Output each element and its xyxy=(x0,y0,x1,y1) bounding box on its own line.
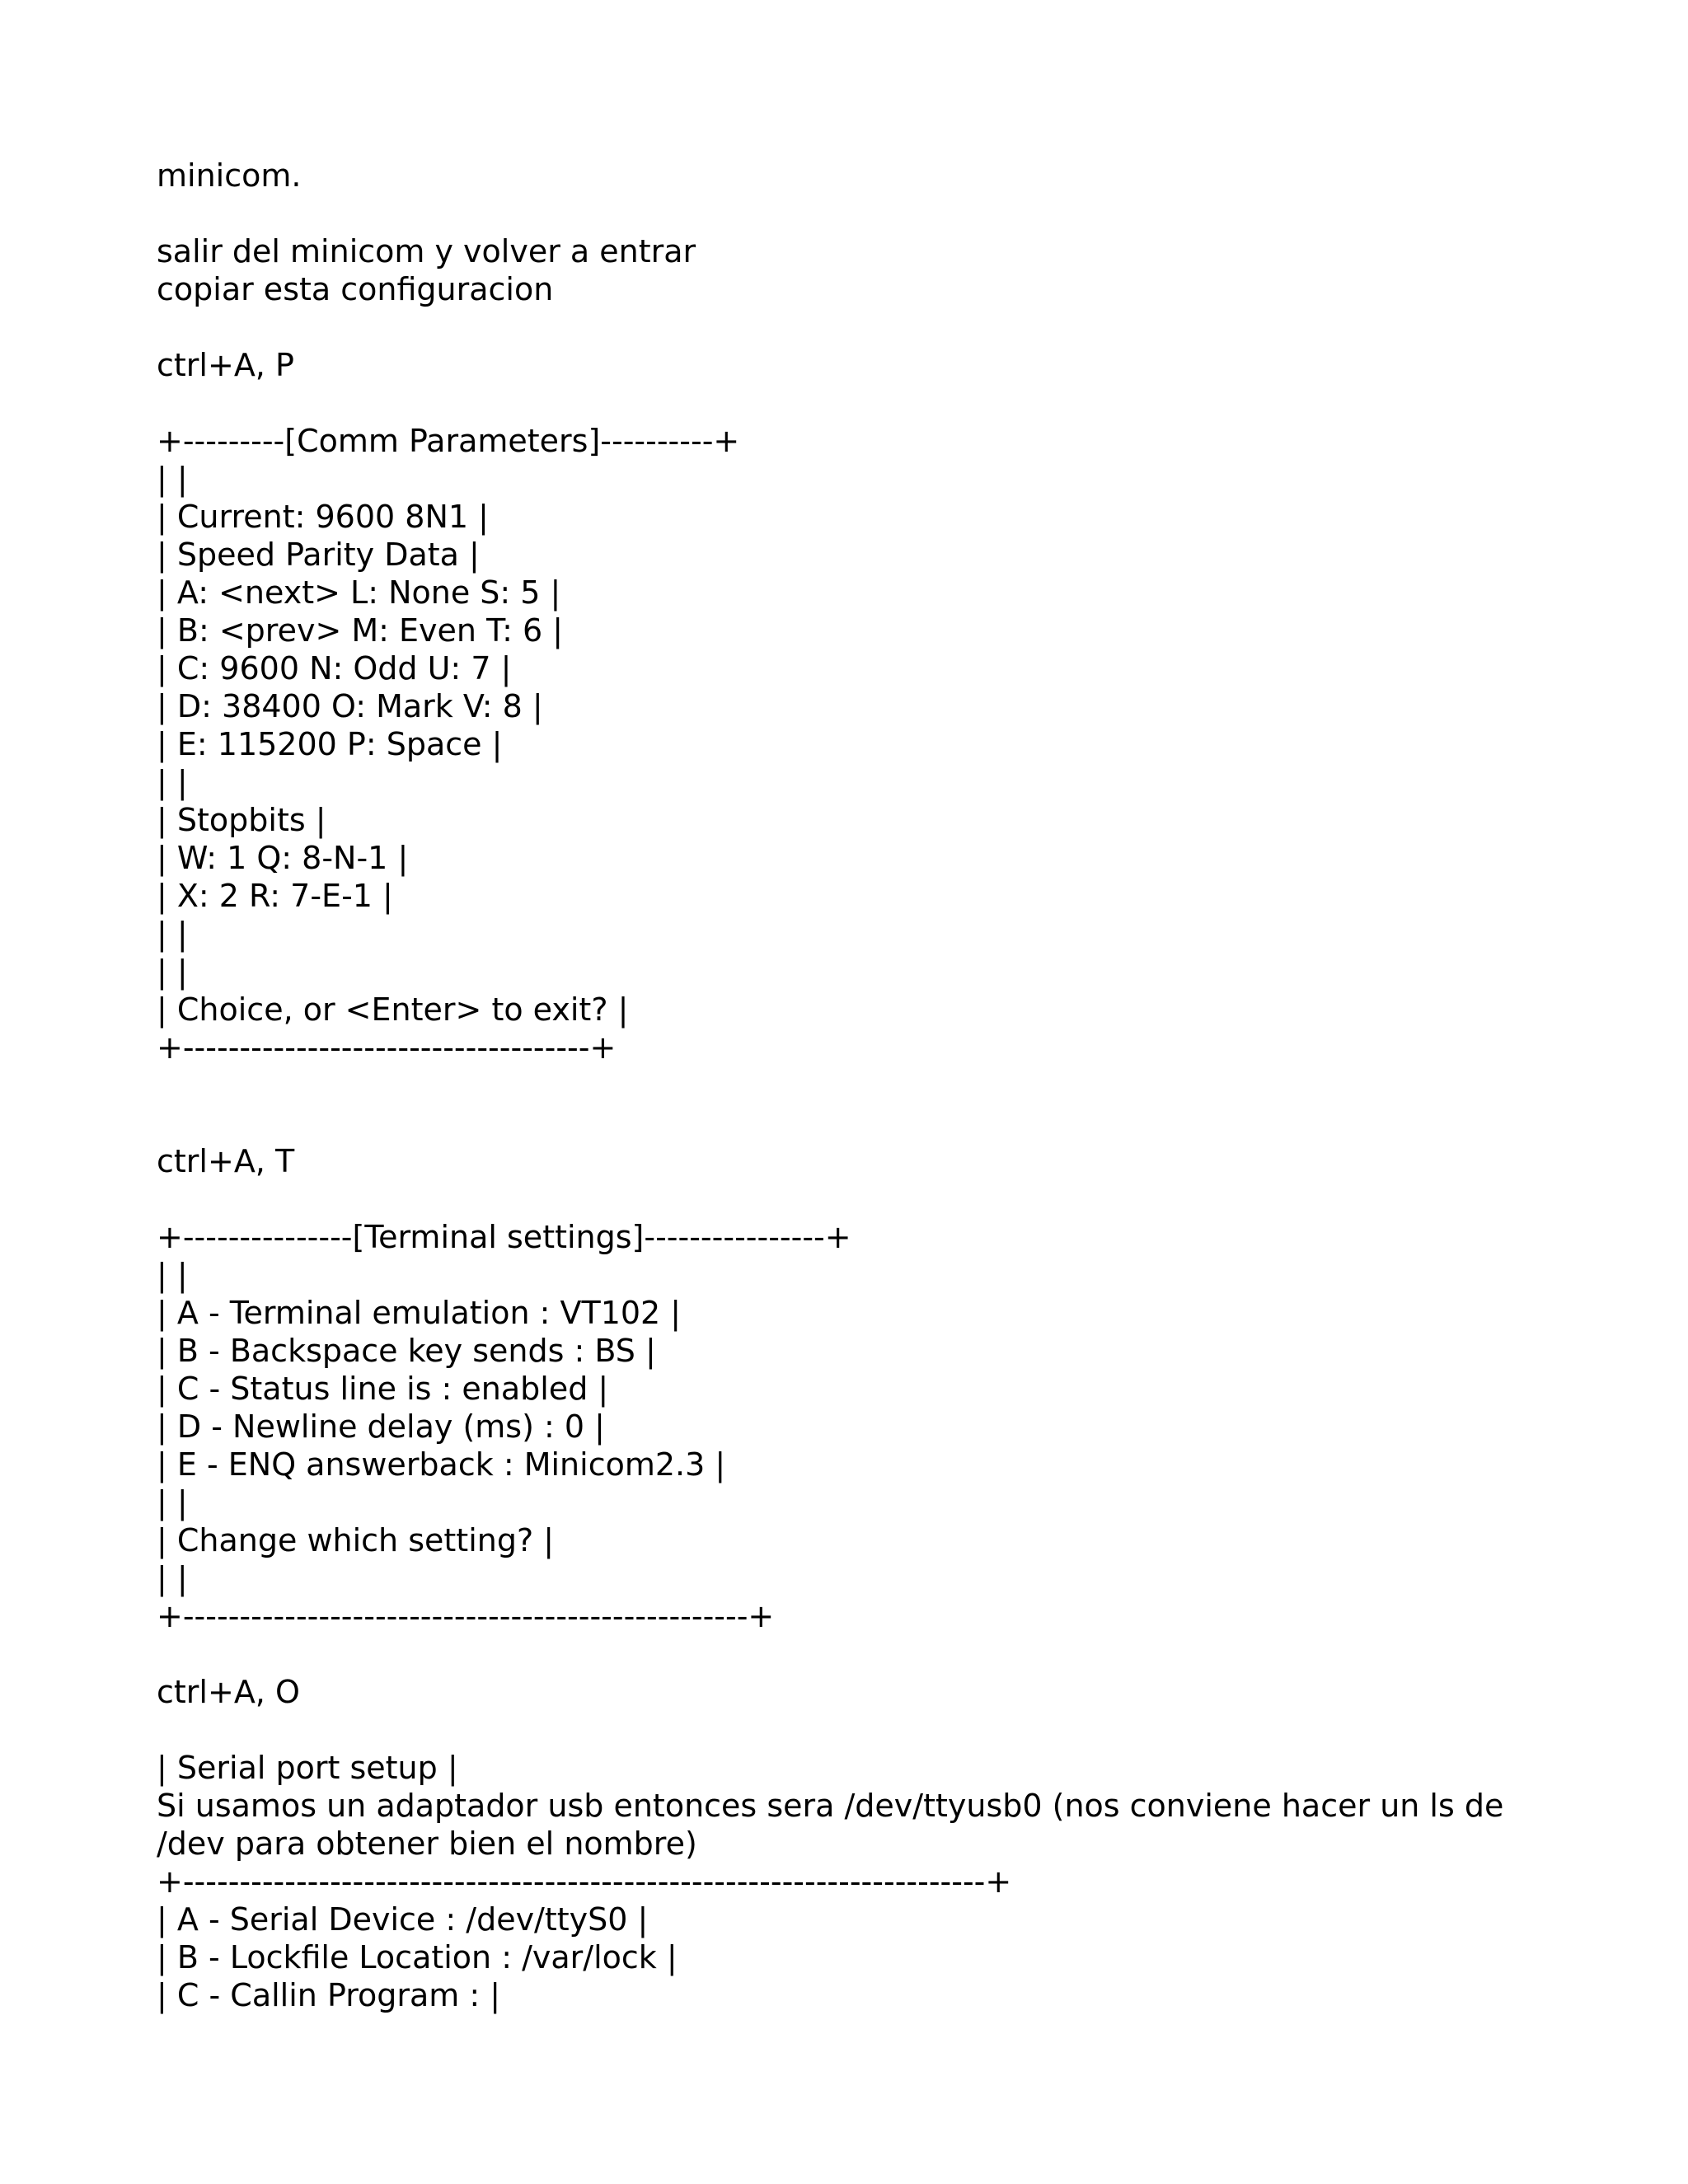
serial-heading: | Serial port setup | xyxy=(157,1750,458,1786)
serial-line: | B - Lockfile Location : /var/lock | xyxy=(157,1939,678,1975)
terminal-line: | E - ENQ answerback : Minicom2.3 | xyxy=(157,1446,726,1483)
terminal-line: | B - Backspace key sends : BS | xyxy=(157,1333,656,1369)
comm-line: | B: <prev> M: Even T: 6 | xyxy=(157,612,564,649)
serial-line: | C - Callin Program : | xyxy=(157,1977,501,2013)
serial-setup-box xyxy=(157,1863,1558,2014)
comm-line: | | xyxy=(157,461,188,497)
terminal-line: +---------------[Terminal settings]----------------+ xyxy=(157,1219,851,1255)
comm-line: | W: 1 Q: 8-N-1 | xyxy=(157,840,409,876)
comm-shortcut: ctrl+A, P xyxy=(157,347,294,383)
comm-line: | E: 115200 P: Space | xyxy=(157,726,503,762)
doc-title: minicom. xyxy=(157,157,302,194)
terminal-line: | C - Status line is : enabled | xyxy=(157,1371,609,1407)
instruction-exit: salir del minicom y volver a entrar xyxy=(157,233,696,269)
spacer xyxy=(157,1635,1558,1673)
comm-line: | | xyxy=(157,916,188,952)
comm-line: | C: 9600 N: Odd U: 7 | xyxy=(157,650,512,687)
terminal-line: | Change which setting? | xyxy=(157,1522,555,1558)
spacer xyxy=(157,308,1558,346)
terminal-line: | | xyxy=(157,1257,188,1293)
comm-line: +---------[Comm Parameters]----------+ xyxy=(157,423,740,459)
terminal-shortcut: ctrl+A, T xyxy=(157,1143,295,1179)
terminal-settings-box xyxy=(157,1218,1558,1635)
serial-line: | A - Serial Device : /dev/ttyS0 | xyxy=(157,1901,649,1938)
comm-line: | X: 2 R: 7-E-1 | xyxy=(157,878,393,914)
comm-line: | Choice, or <Enter> to exit? | xyxy=(157,991,629,1028)
instruction-copy: copiar esta configuracion xyxy=(157,271,554,307)
spacer xyxy=(157,1711,1558,1749)
comm-line: | Stopbits | xyxy=(157,802,326,838)
serial-note: Si usamos un adaptador usb entonces sera /dev/ttyusb0 (nos conviene hacer un ls de /dev para obtener bien el nombre) xyxy=(157,1788,1504,1862)
comm-line: | Speed Parity Data | xyxy=(157,537,480,573)
spacer xyxy=(157,194,1558,232)
terminal-line: | | xyxy=(157,1484,188,1521)
terminal-line: | D - Newline delay (ms) : 0 | xyxy=(157,1408,605,1445)
terminal-line: | | xyxy=(157,1560,188,1596)
comm-line: | | xyxy=(157,764,188,800)
comm-line: | | xyxy=(157,954,188,990)
comm-line: | D: 38400 O: Mark V: 8 | xyxy=(157,688,543,724)
spacer xyxy=(157,1180,1558,1218)
terminal-line: +--------------------------------------------------+ xyxy=(157,1598,775,1634)
serial-line: +-----------------------------------------------------------------------+ xyxy=(157,1863,1012,1900)
comm-line: | Current: 9600 8N1 | xyxy=(157,499,489,535)
terminal-line: | A - Terminal emulation : VT102 | xyxy=(157,1295,682,1331)
spacer xyxy=(157,384,1558,422)
comm-line: | A: <next> L: None S: 5 | xyxy=(157,574,561,611)
comm-line: +------------------------------------+ xyxy=(157,1029,617,1066)
comm-parameters-box xyxy=(157,422,1558,1066)
serial-shortcut: ctrl+A, O xyxy=(157,1674,300,1710)
document xyxy=(157,157,1558,2014)
spacer xyxy=(157,1066,1558,1142)
